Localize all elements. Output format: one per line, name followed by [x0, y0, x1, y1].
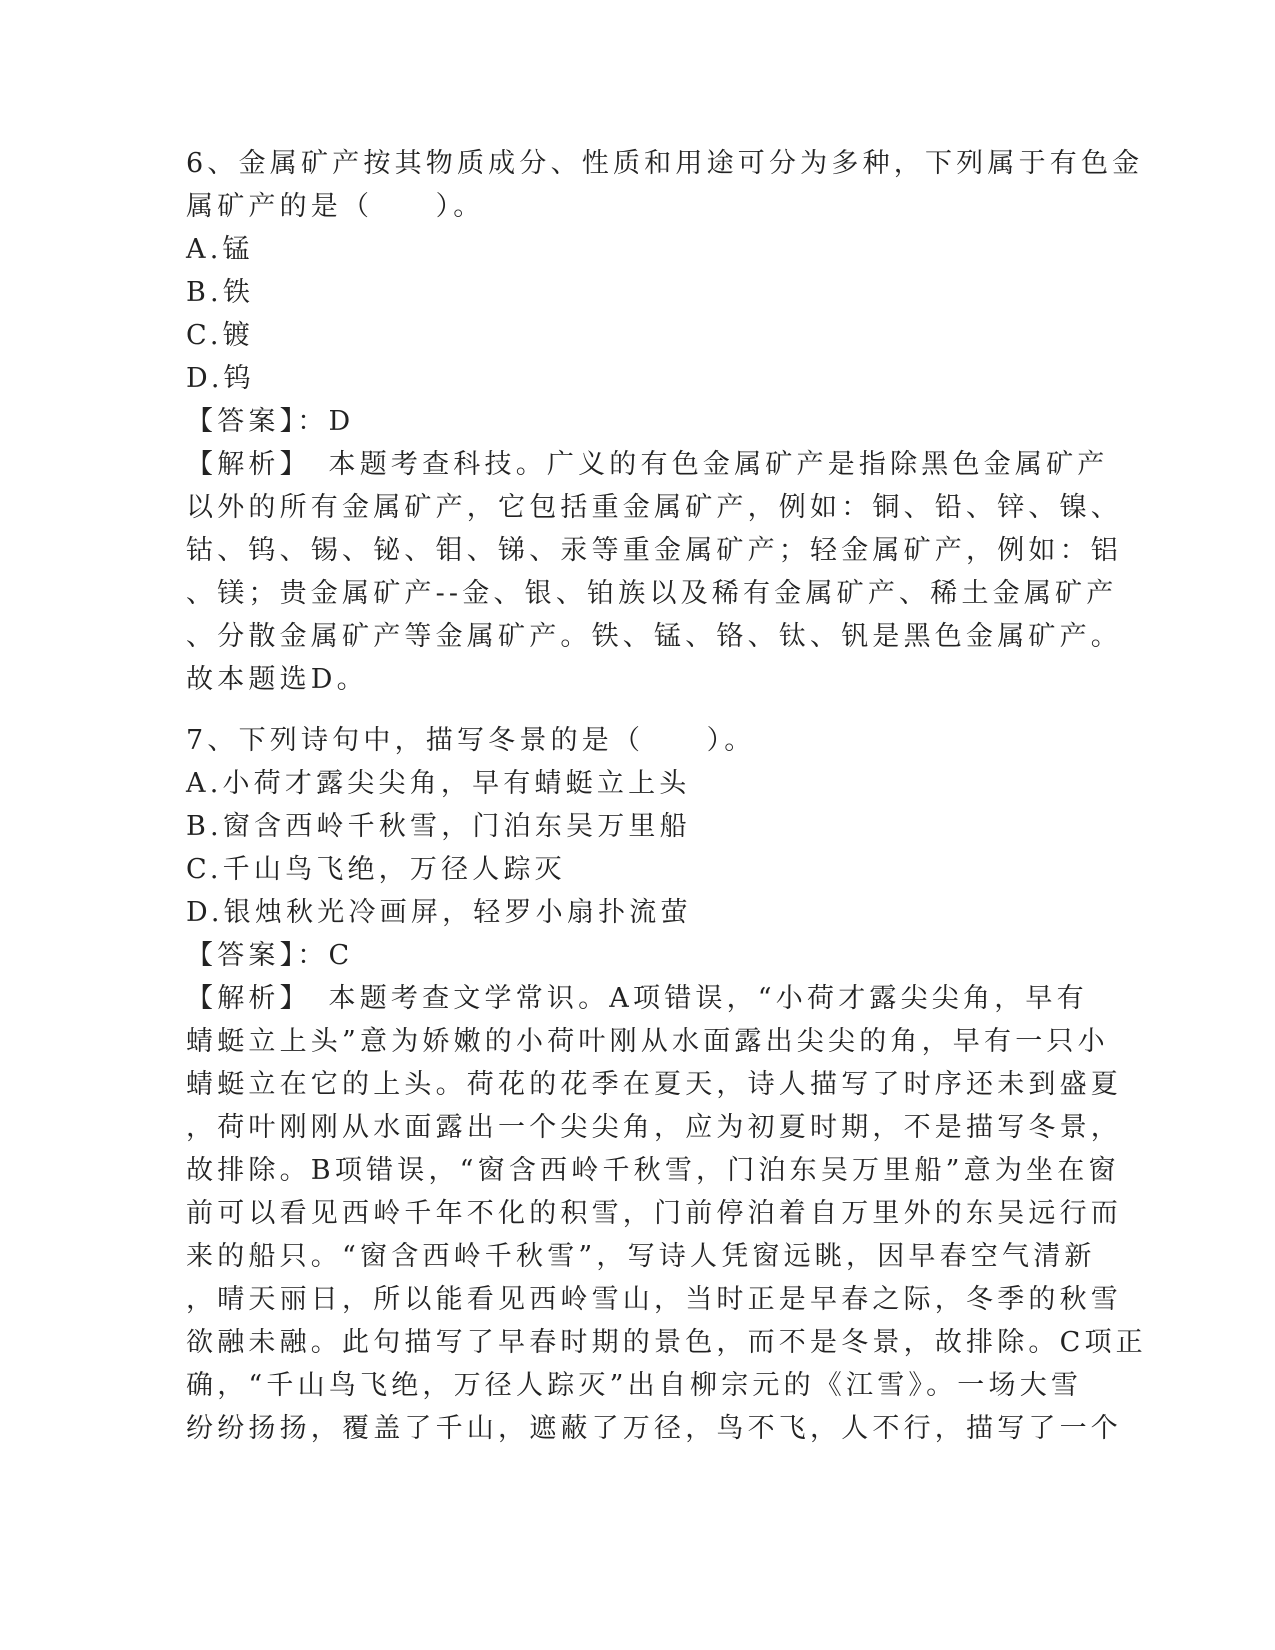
option-c: C.镀 — [186, 320, 254, 351]
question-separator — [186, 701, 1086, 719]
answer-line: 【答案】：C — [186, 940, 354, 971]
analysis-line: 、镁；贵金属矿产--金、银、铂族以及稀有金属矿产、稀土金属矿产 — [186, 578, 1118, 609]
analysis-line: 【解析】 本题考查科技。广义的有色金属矿产是指除黑色金属矿产 — [186, 449, 1109, 480]
analysis-line: 蜻蜓立上头”意为娇嫩的小荷叶刚从水面露出尖尖的角，早有一只小 — [186, 1026, 1109, 1057]
analysis-line: 故本题选D。 — [186, 664, 368, 695]
option-a: A.锰 — [186, 234, 254, 265]
option-b: B.铁 — [186, 277, 255, 308]
analysis-line: 来的船只。“窗含西岭千秋雪”，写诗人凭窗远眺，因早春空气清新 — [186, 1241, 1096, 1272]
analysis-line: 纷纷扬扬，覆盖了千山，遮蔽了万径，鸟不飞，人不行，描写了一个 — [186, 1413, 1122, 1444]
analysis-line: 、分散金属矿产等金属矿产。铁、锰、铬、钛、钒是黑色金属矿产。 — [186, 621, 1122, 652]
option-d: D.银烛秋光冷画屏，轻罗小扇扑流萤 — [186, 897, 692, 928]
analysis-line: 故排除。B项错误，“窗含西岭千秋雪，门泊东吴万里船”意为坐在窗 — [186, 1155, 1120, 1186]
question-stem-line: 6、金属矿产按其物质成分、性质和用途可分为多种，下列属于有色金 — [186, 148, 1144, 179]
analysis-line: ，晴天丽日，所以能看见西岭雪山，当时正是早春之际，冬季的秋雪 — [186, 1284, 1122, 1315]
document-page — [186, 142, 1147, 1450]
question-7 — [186, 719, 1147, 1450]
analysis-line: 欲融未融。此句描写了早春时期的景色，而不是冬景，故排除。C项正 — [186, 1327, 1147, 1358]
option-a: A.小荷才露尖尖角，早有蜻蜓立上头 — [186, 768, 691, 799]
question-stem-line: 7、下列诗句中，描写冬景的是（ ）。 — [186, 725, 756, 756]
analysis-line: 【解析】 本题考查文学常识。A项错误，“小荷才露尖尖角，早有 — [186, 983, 1088, 1014]
analysis-line: 钴、钨、锡、铋、钼、锑、汞等重金属矿产；轻金属矿产，例如：铝 — [186, 535, 1122, 566]
question-stem-line: 属矿产的是（ ）。 — [186, 191, 485, 222]
option-c: C.千山鸟飞绝，万径人踪灭 — [186, 854, 566, 885]
analysis-line: ，荷叶刚刚从水面露出一个尖尖角，应为初夏时期，不是描写冬景， — [186, 1112, 1122, 1143]
analysis-line: 蜻蜓立在它的上头。荷花的花季在夏天，诗人描写了时序还未到盛夏 — [186, 1069, 1122, 1100]
analysis-line: 确，“千山鸟飞绝，万径人踪灭”出自柳宗元的《江雪》。一场大雪 — [186, 1370, 1083, 1401]
option-b: B.窗含西岭千秋雪，门泊东吴万里船 — [186, 811, 691, 842]
question-6 — [186, 142, 1144, 701]
analysis-line: 以外的所有金属矿产，它包括重金属矿产，例如：铜、铅、锌、镍、 — [186, 492, 1122, 523]
answer-line: 【答案】：D — [186, 406, 355, 437]
analysis-line: 前可以看见西岭千年不化的积雪，门前停泊着自万里外的东吴远行而 — [186, 1198, 1122, 1229]
option-d: D.钨 — [186, 363, 255, 394]
